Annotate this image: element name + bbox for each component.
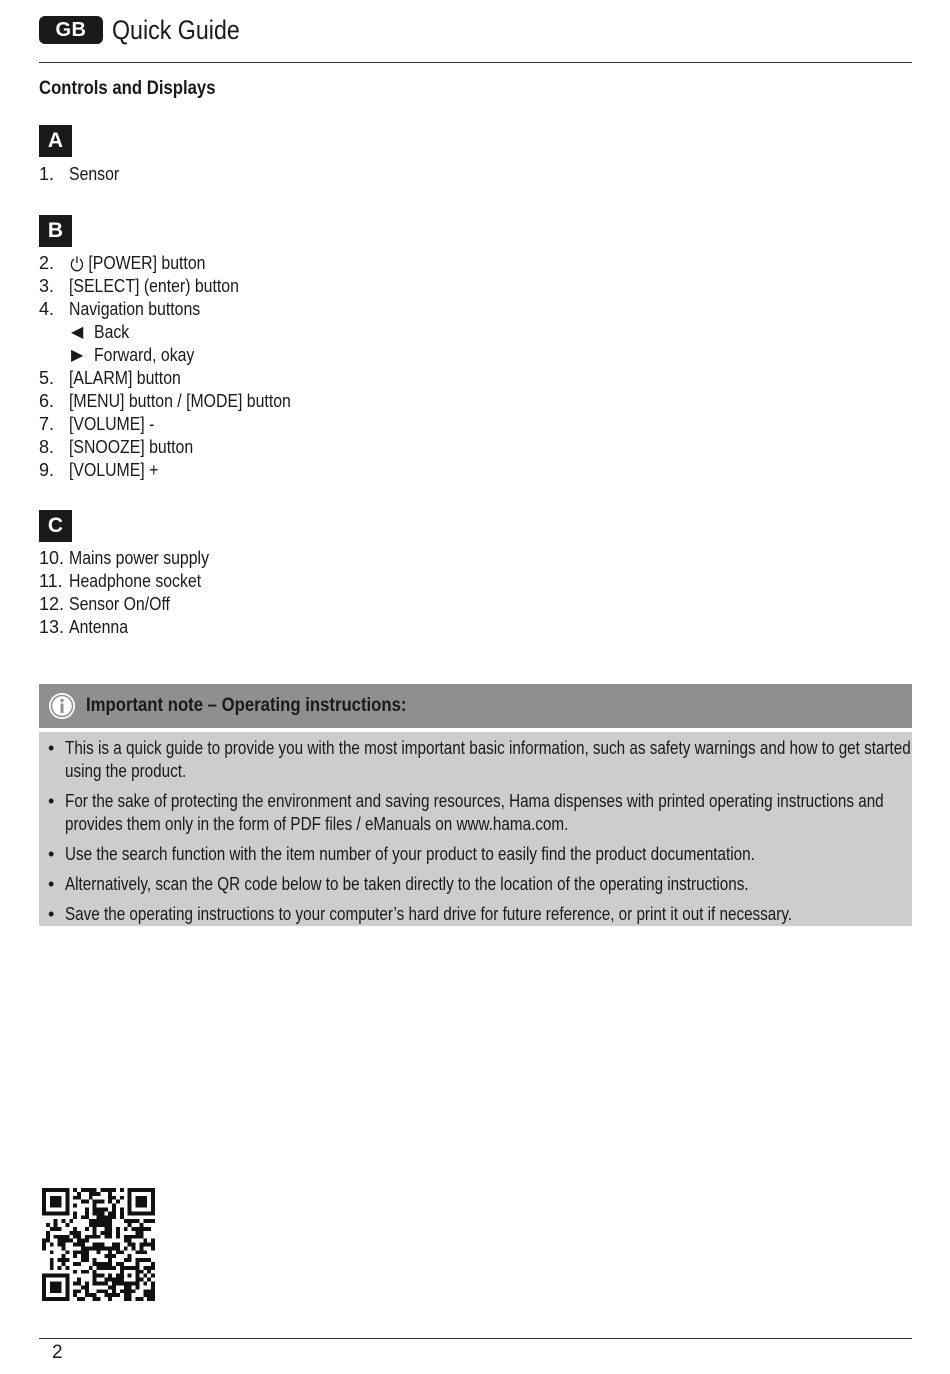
- list-item: [39, 390, 321, 413]
- note-title: Important note – Operating instructions:: [86, 695, 407, 716]
- document-title: Quick Guide: [112, 14, 240, 45]
- item-text: [POWER] button: [88, 253, 206, 273]
- qr-code: [42, 1188, 155, 1301]
- list-item: [39, 252, 321, 275]
- page-number: 2: [52, 1342, 63, 1363]
- item-number: 9.: [39, 460, 55, 480]
- item-text: Back: [94, 322, 130, 342]
- bullet-text: • Save the operating instructions to your computer’s hard drive for future reference, or print it out if necessary.: [65, 904, 793, 924]
- list-item: [39, 843, 912, 866]
- list-item: [39, 163, 126, 186]
- item-number: 5.: [39, 368, 55, 388]
- item-number: 4.: [39, 299, 55, 319]
- list-item: [39, 321, 321, 344]
- list-item: [39, 367, 321, 390]
- item-number: 6.: [39, 391, 55, 411]
- bullet-text: • Alternatively, scan the QR code below to be taken directly to the location of the operating instructions.: [65, 874, 749, 894]
- power-icon: [69, 255, 85, 273]
- item-text: [SNOOZE] button: [69, 437, 194, 457]
- item-text: Forward, okay: [94, 345, 195, 365]
- item-number: 12.: [39, 594, 65, 614]
- list-item: [39, 298, 321, 321]
- group-a-list: [39, 163, 126, 186]
- list-item: [39, 616, 228, 639]
- info-icon: [48, 692, 76, 720]
- list-item: [39, 344, 321, 367]
- item-text: [ALARM] button: [69, 368, 181, 388]
- group-c-list: [39, 547, 228, 639]
- item-text: [MENU] button / [MODE] button: [69, 391, 291, 411]
- header: [39, 14, 261, 46]
- group-b-list: [39, 252, 321, 482]
- bullet-text: • Use the search function with the item number of your product to easily find the product documentation.: [65, 844, 755, 864]
- list-item: [39, 903, 912, 926]
- item-number: 3.: [39, 276, 55, 296]
- section-heading: Controls and Displays: [39, 78, 216, 99]
- triangle-right-icon: ▶: [71, 347, 84, 364]
- bullet-text: • For the sake of protecting the environment and saving resources, Hama dispenses with printed operating instructions and provides them only in the form of PDF files / eManuals on www.hama.com.: [65, 791, 884, 834]
- item-text: Sensor On/Off: [69, 594, 170, 614]
- list-item: [39, 459, 321, 482]
- important-note-body: [39, 732, 912, 926]
- item-number: 1.: [39, 164, 55, 184]
- list-item: [39, 790, 912, 836]
- list-item: [39, 436, 321, 459]
- list-item: [39, 873, 912, 896]
- language-badge: GB: [39, 16, 103, 44]
- item-number: 8.: [39, 437, 55, 457]
- item-number: 11.: [39, 571, 63, 591]
- triangle-left-icon: ◀: [71, 324, 84, 341]
- list-item: [39, 570, 228, 593]
- header-divider: [39, 62, 912, 63]
- group-b-label: B: [39, 215, 72, 247]
- item-text: [VOLUME] -: [69, 414, 155, 434]
- item-text: Antenna: [69, 617, 129, 637]
- bullet-text: • This is a quick guide to provide you with the most important basic information, such as safety warnings and how to get started using the product.: [65, 738, 911, 781]
- item-text: Mains power supply: [69, 548, 209, 568]
- item-text: Navigation buttons: [69, 299, 201, 319]
- item-text: Sensor: [69, 164, 120, 184]
- list-item: [39, 737, 912, 783]
- list-item: [39, 413, 321, 436]
- group-c-label: C: [39, 510, 72, 542]
- item-text: Headphone socket: [69, 571, 202, 591]
- item-number: 10.: [39, 548, 65, 568]
- item-number: 13.: [39, 617, 65, 637]
- item-text: [VOLUME] +: [69, 460, 159, 480]
- note-bullet-list: [39, 732, 912, 926]
- important-note-header: [39, 684, 912, 728]
- item-number: 7.: [39, 414, 55, 434]
- item-number: 2.: [39, 253, 55, 273]
- list-item: [39, 275, 321, 298]
- footer-divider: [39, 1338, 912, 1339]
- group-a-label: A: [39, 125, 72, 157]
- item-text: [SELECT] (enter) button: [69, 276, 239, 296]
- list-item: [39, 593, 228, 616]
- list-item: [39, 547, 228, 570]
